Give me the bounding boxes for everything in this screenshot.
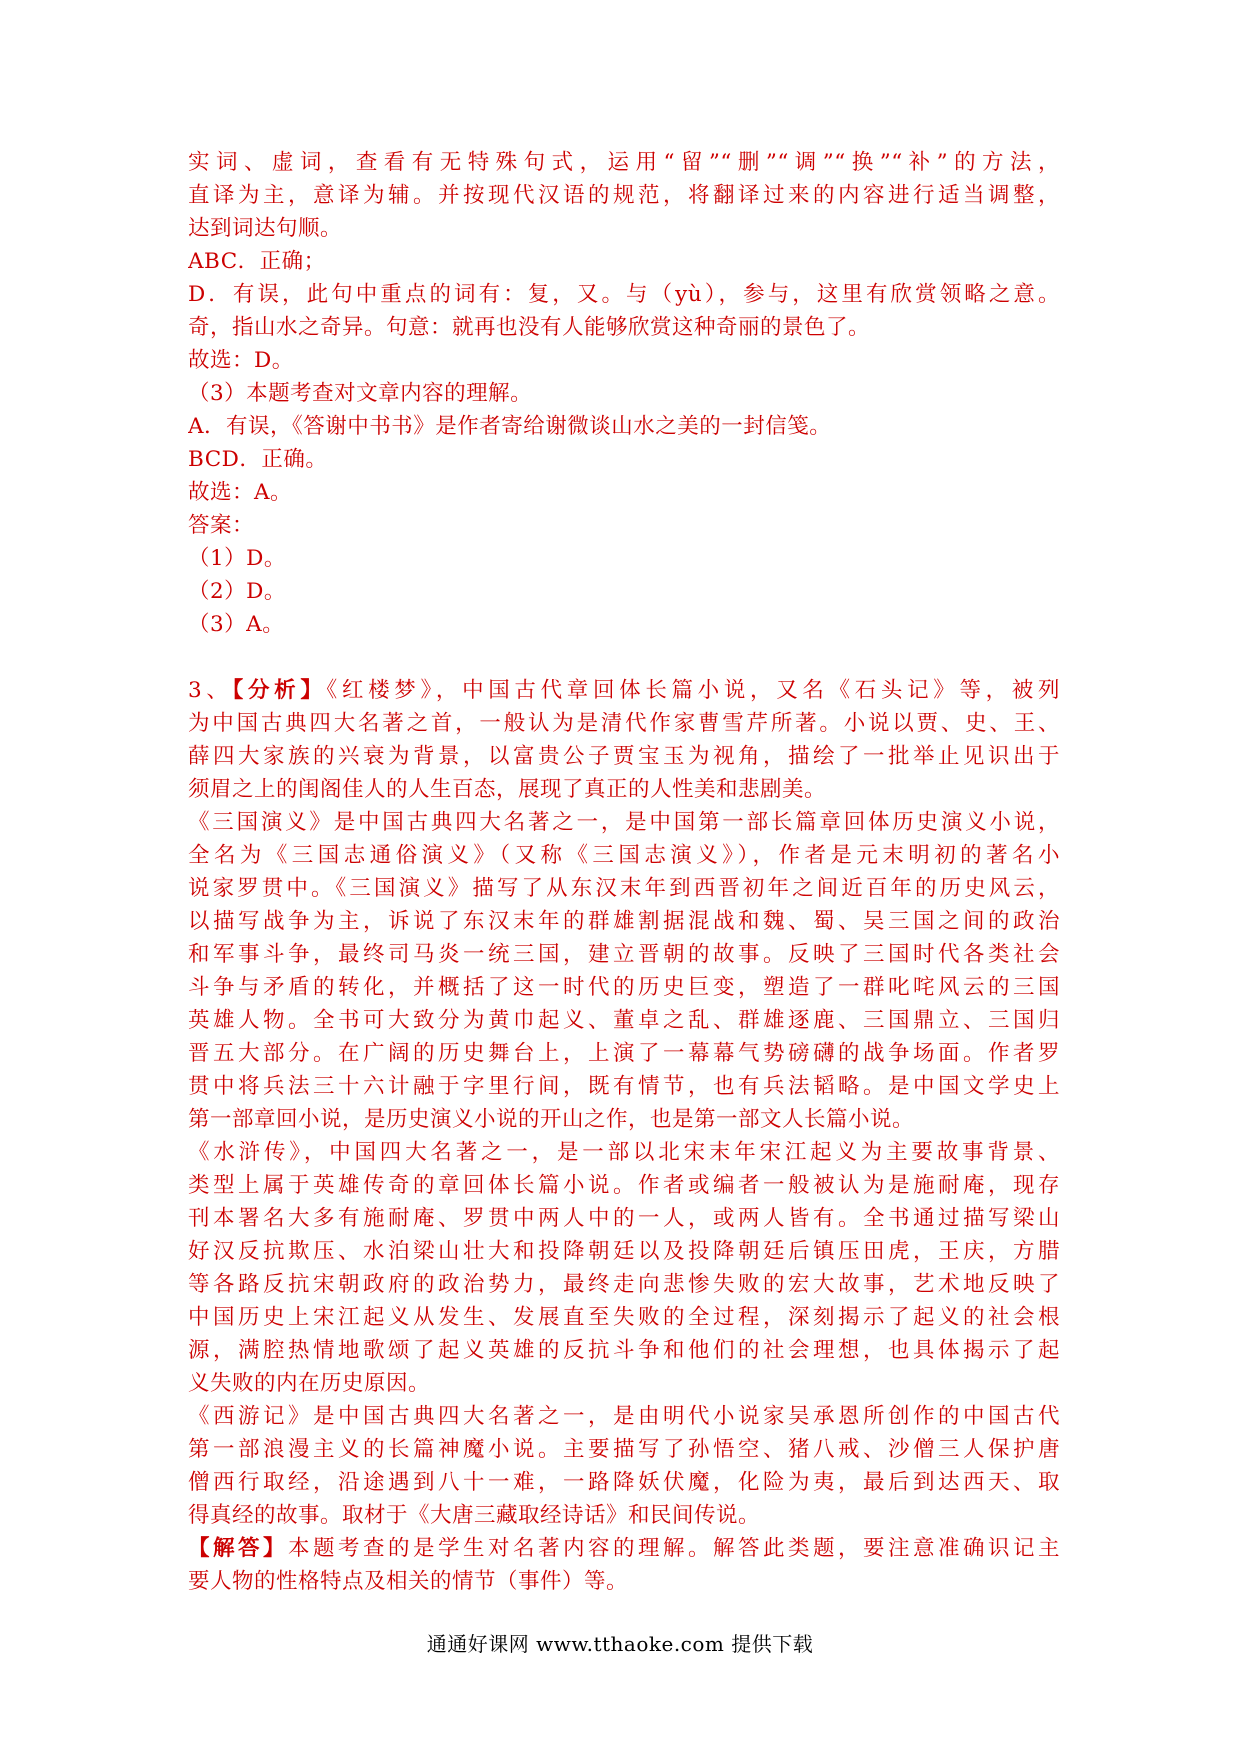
analysis-line: 中国历史上宋江起义从发生、发展直至失败的全过程，深刻揭示了起义的社会根 <box>188 1305 1060 1330</box>
text-line: 故选：D。 <box>188 348 294 373</box>
text-line: 达到词达句顺。 <box>188 216 343 241</box>
analysis-line: 薛四大家族的兴衰为背景，以富贵公子贾宝玉为视角，描绘了一批举止见识出于 <box>188 744 1060 769</box>
text-line: 实词、虚词，查看有无特殊句式，运用“留”“删”“调”“换”“补”的方法， <box>188 150 1060 175</box>
analysis-line: 贯中将兵法三十六计融于字里行间，既有情节，也有兵法韬略。是中国文学史上 <box>188 1074 1060 1099</box>
text-line: 奇，指山水之奇异。句意：就再也没有人能够欣赏这种奇丽的景色了。 <box>188 315 871 340</box>
text-line: （3）本题考查对文章内容的理解。 <box>188 381 533 406</box>
answer-text: 本题考查的是学生对名著内容的理解。解答此类题，要注意准确识记主 <box>288 1536 1060 1561</box>
analysis-text: 《红楼梦》，中国古代章回体长篇小说，又名《石头记》等，被列 <box>326 678 1060 703</box>
analysis-line: 第一部章回小说，是历史演义小说的开山之作，也是第一部文人长篇小说。 <box>188 1107 915 1132</box>
analysis-line: 好汉反抗欺压、水泊梁山壮大和投降朝廷以及投降朝廷后镇压田虎，王庆，方腊 <box>188 1239 1060 1264</box>
analysis-line: 《西游记》是中国古典四大名著之一，是由明代小说家吴承恩所创作的中国古代 <box>188 1404 1060 1429</box>
text-line: ABC．正确； <box>188 249 326 274</box>
text-line: D．有误，此句中重点的词有：复，又。与（yù），参与，这里有欣赏领略之意。 <box>188 282 1060 307</box>
paragraph-gap <box>188 641 1060 674</box>
analysis-line: 须眉之上的闺阁佳人的人生百态，展现了真正的人性美和悲剧美。 <box>188 777 827 802</box>
analysis-line: 源，满腔热情地歌颂了起义英雄的反抗斗争和他们的社会理想，也具体揭示了起 <box>188 1338 1060 1363</box>
analysis-line: 等各路反抗宋朝政府的政治势力，最终走向悲惨失败的宏大故事，艺术地反映了 <box>188 1272 1060 1297</box>
analysis-line: 全名为《三国志通俗演义》（又称《三国志演义》），作者是元末明初的著名小 <box>188 843 1060 868</box>
text-line: 直译为主，意译为辅。并按现代汉语的规范，将翻译过来的内容进行适当调整， <box>188 183 1060 208</box>
analysis-line: 《水浒传》，中国四大名著之一，是一部以北宋末年宋江起义为主要故事背景、 <box>188 1140 1060 1165</box>
text-line: （2）D。 <box>188 579 286 604</box>
text-line: BCD．正确。 <box>188 447 328 472</box>
analysis-line: 刊本署名大多有施耐庵、罗贯中两人中的一人，或两人皆有。全书通过描写梁山 <box>188 1206 1060 1231</box>
text-line: 答案： <box>188 513 255 538</box>
analysis-line: 第一部浪漫主义的长篇神魔小说。主要描写了孙悟空、猪八戒、沙僧三人保护唐 <box>188 1437 1060 1462</box>
question-3-analysis-first-line <box>188 674 1060 707</box>
analysis-line: 英雄人物。全书可大致分为黄巾起义、董卓之乱、群雄逐鹿、三国鼎立、三国归 <box>188 1008 1060 1033</box>
analysis-line: 《三国演义》是中国古典四大名著之一，是中国第一部长篇章回体历史演义小说， <box>188 810 1060 835</box>
analysis-line: 得真经的故事。取材于《大唐三藏取经诗话》和民间传说。 <box>188 1503 761 1528</box>
analysis-line: 以描写战争为主，诉说了东汉末年的群雄割据混战和魏、蜀、吴三国之间的政治 <box>188 909 1060 934</box>
document-body <box>188 146 1060 1598</box>
analysis-line: 说家罗贯中。《三国演义》描写了从东汉末年到西晋初年之间近百年的历史风云， <box>188 876 1060 901</box>
text-line: （1）D。 <box>188 546 286 571</box>
question-number: 3、 <box>188 678 233 703</box>
answer-line: 要人物的性格特点及相关的情节（事件）等。 <box>188 1569 629 1594</box>
analysis-line: 晋五大部分。在广阔的历史舞台上，上演了一幕幕气势磅礴的战争场面。作者罗 <box>188 1041 1060 1066</box>
analysis-line: 类型上属于英雄传奇的章回体长篇小说。作者或编者一般被认为是施耐庵，现存 <box>188 1173 1060 1198</box>
page-footer: 通通好课网 www.tthaoke.com 提供下载 <box>426 1632 814 1656</box>
analysis-line: 和军事斗争，最终司马炎一统三国，建立晋朝的故事。反映了三国时代各类社会 <box>188 942 1060 967</box>
answer-tag: 【解答】 <box>188 1536 288 1561</box>
analysis-line: 为中国古典四大名著之首，一般认为是清代作家曹雪芹所著。小说以贾、史、王、 <box>188 711 1060 736</box>
analysis-tag: 【分析】 <box>232 678 327 703</box>
text-line: A．有误，《答谢中书书》是作者寄给谢微谈山水之美的一封信笺。 <box>188 414 832 439</box>
analysis-line: 僧西行取经，沿途遇到八十一难，一路降妖伏魔，化险为夷，最后到达西天、取 <box>188 1470 1060 1495</box>
text-line: 故选：A。 <box>188 480 293 505</box>
analysis-line: 义失败的内在历史原因。 <box>188 1371 431 1396</box>
text-line: （3）A。 <box>188 612 285 637</box>
analysis-line: 斗争与矛盾的转化，并概括了这一时代的历史巨变，塑造了一群叱咤风云的三国 <box>188 975 1060 1000</box>
answer-first-line <box>188 1532 1060 1565</box>
